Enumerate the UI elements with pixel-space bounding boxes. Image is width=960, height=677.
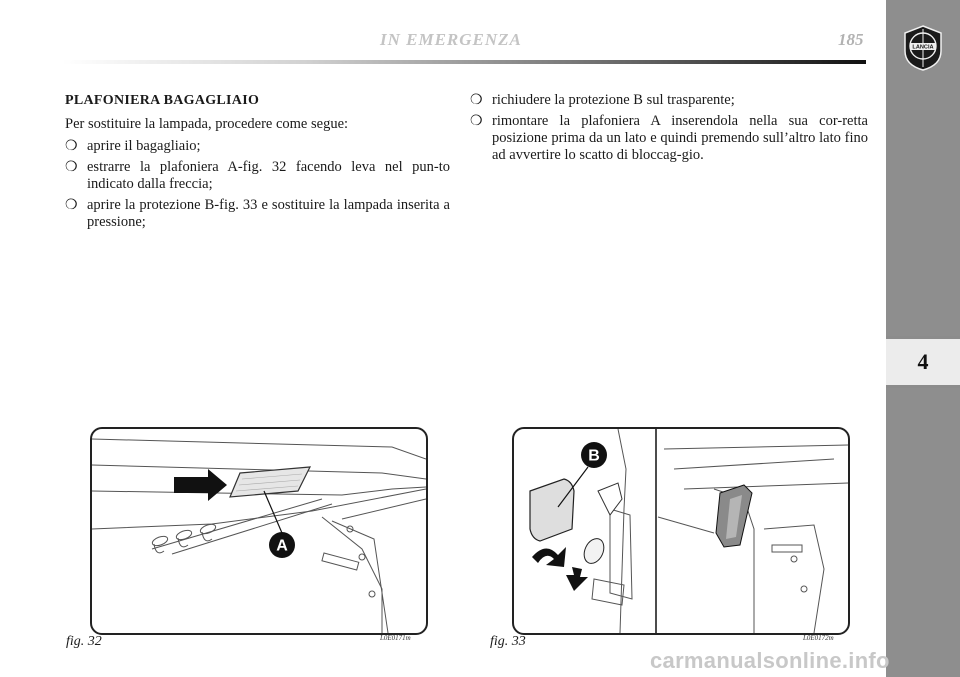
procedure-step bbox=[65, 159, 450, 193]
step-text: rimontare la plafoniera A inserendola nella sua cor-retta posizione prima da un lato e quindi premendo sull’altro lato fino ad avvertire lo scatto di bloccag-gio. bbox=[492, 113, 868, 163]
step-text: aprire la protezione B-fig. 33 e sostituire la lampada inserita a pressione; bbox=[87, 197, 450, 230]
step-text: richiudere la protezione B sul trasparente; bbox=[492, 92, 735, 108]
lancia-shield-logo-icon bbox=[903, 25, 943, 71]
figure-32-caption: fig. 32 bbox=[66, 634, 102, 649]
page-number: 185 bbox=[838, 30, 864, 49]
bullet-icon: ❍ bbox=[65, 160, 78, 175]
header-rule bbox=[62, 60, 866, 64]
bullet-icon: ❍ bbox=[65, 198, 78, 213]
procedure-step bbox=[65, 197, 450, 231]
left-text-column bbox=[65, 92, 450, 235]
sidebar-bottom-panel bbox=[886, 388, 960, 677]
chapter-sidebar bbox=[886, 0, 960, 677]
chapter-tab[interactable]: 4 bbox=[886, 339, 960, 385]
logo-text: LANCIA bbox=[912, 44, 934, 51]
bullet-icon: ❍ bbox=[65, 139, 78, 154]
step-text: aprire il bagagliaio; bbox=[87, 138, 201, 154]
figure-33 bbox=[512, 427, 850, 635]
header-section-title: IN EMERGENZA bbox=[380, 30, 522, 49]
right-text-column bbox=[470, 92, 868, 168]
figure-32-callout-label: A bbox=[276, 537, 288, 555]
bullet-icon: ❍ bbox=[470, 114, 483, 129]
section-heading: PLAFONIERA BAGAGLIAIO bbox=[65, 93, 260, 108]
procedure-step bbox=[65, 138, 450, 155]
figure-33-code: L0E0172m bbox=[803, 634, 834, 642]
figure-33-callout-label: B bbox=[588, 447, 600, 465]
figure-32 bbox=[90, 427, 428, 635]
lamp-protection-illustration bbox=[514, 429, 848, 633]
figure-33-caption: fig. 33 bbox=[490, 634, 526, 649]
figure-32-code: L0E0171m bbox=[380, 634, 411, 642]
procedure-step bbox=[470, 92, 868, 109]
trunk-light-removal-illustration bbox=[92, 429, 426, 633]
watermark: carmanualsonline.info bbox=[650, 648, 890, 673]
intro-text: Per sostituire la lampada, procedere come segue: bbox=[65, 116, 349, 132]
procedure-step bbox=[470, 113, 868, 164]
step-text: estrarre la plafoniera A-fig. 32 facendo leva nel pun-to indicato dalla freccia; bbox=[87, 159, 450, 192]
bullet-icon: ❍ bbox=[470, 93, 483, 108]
